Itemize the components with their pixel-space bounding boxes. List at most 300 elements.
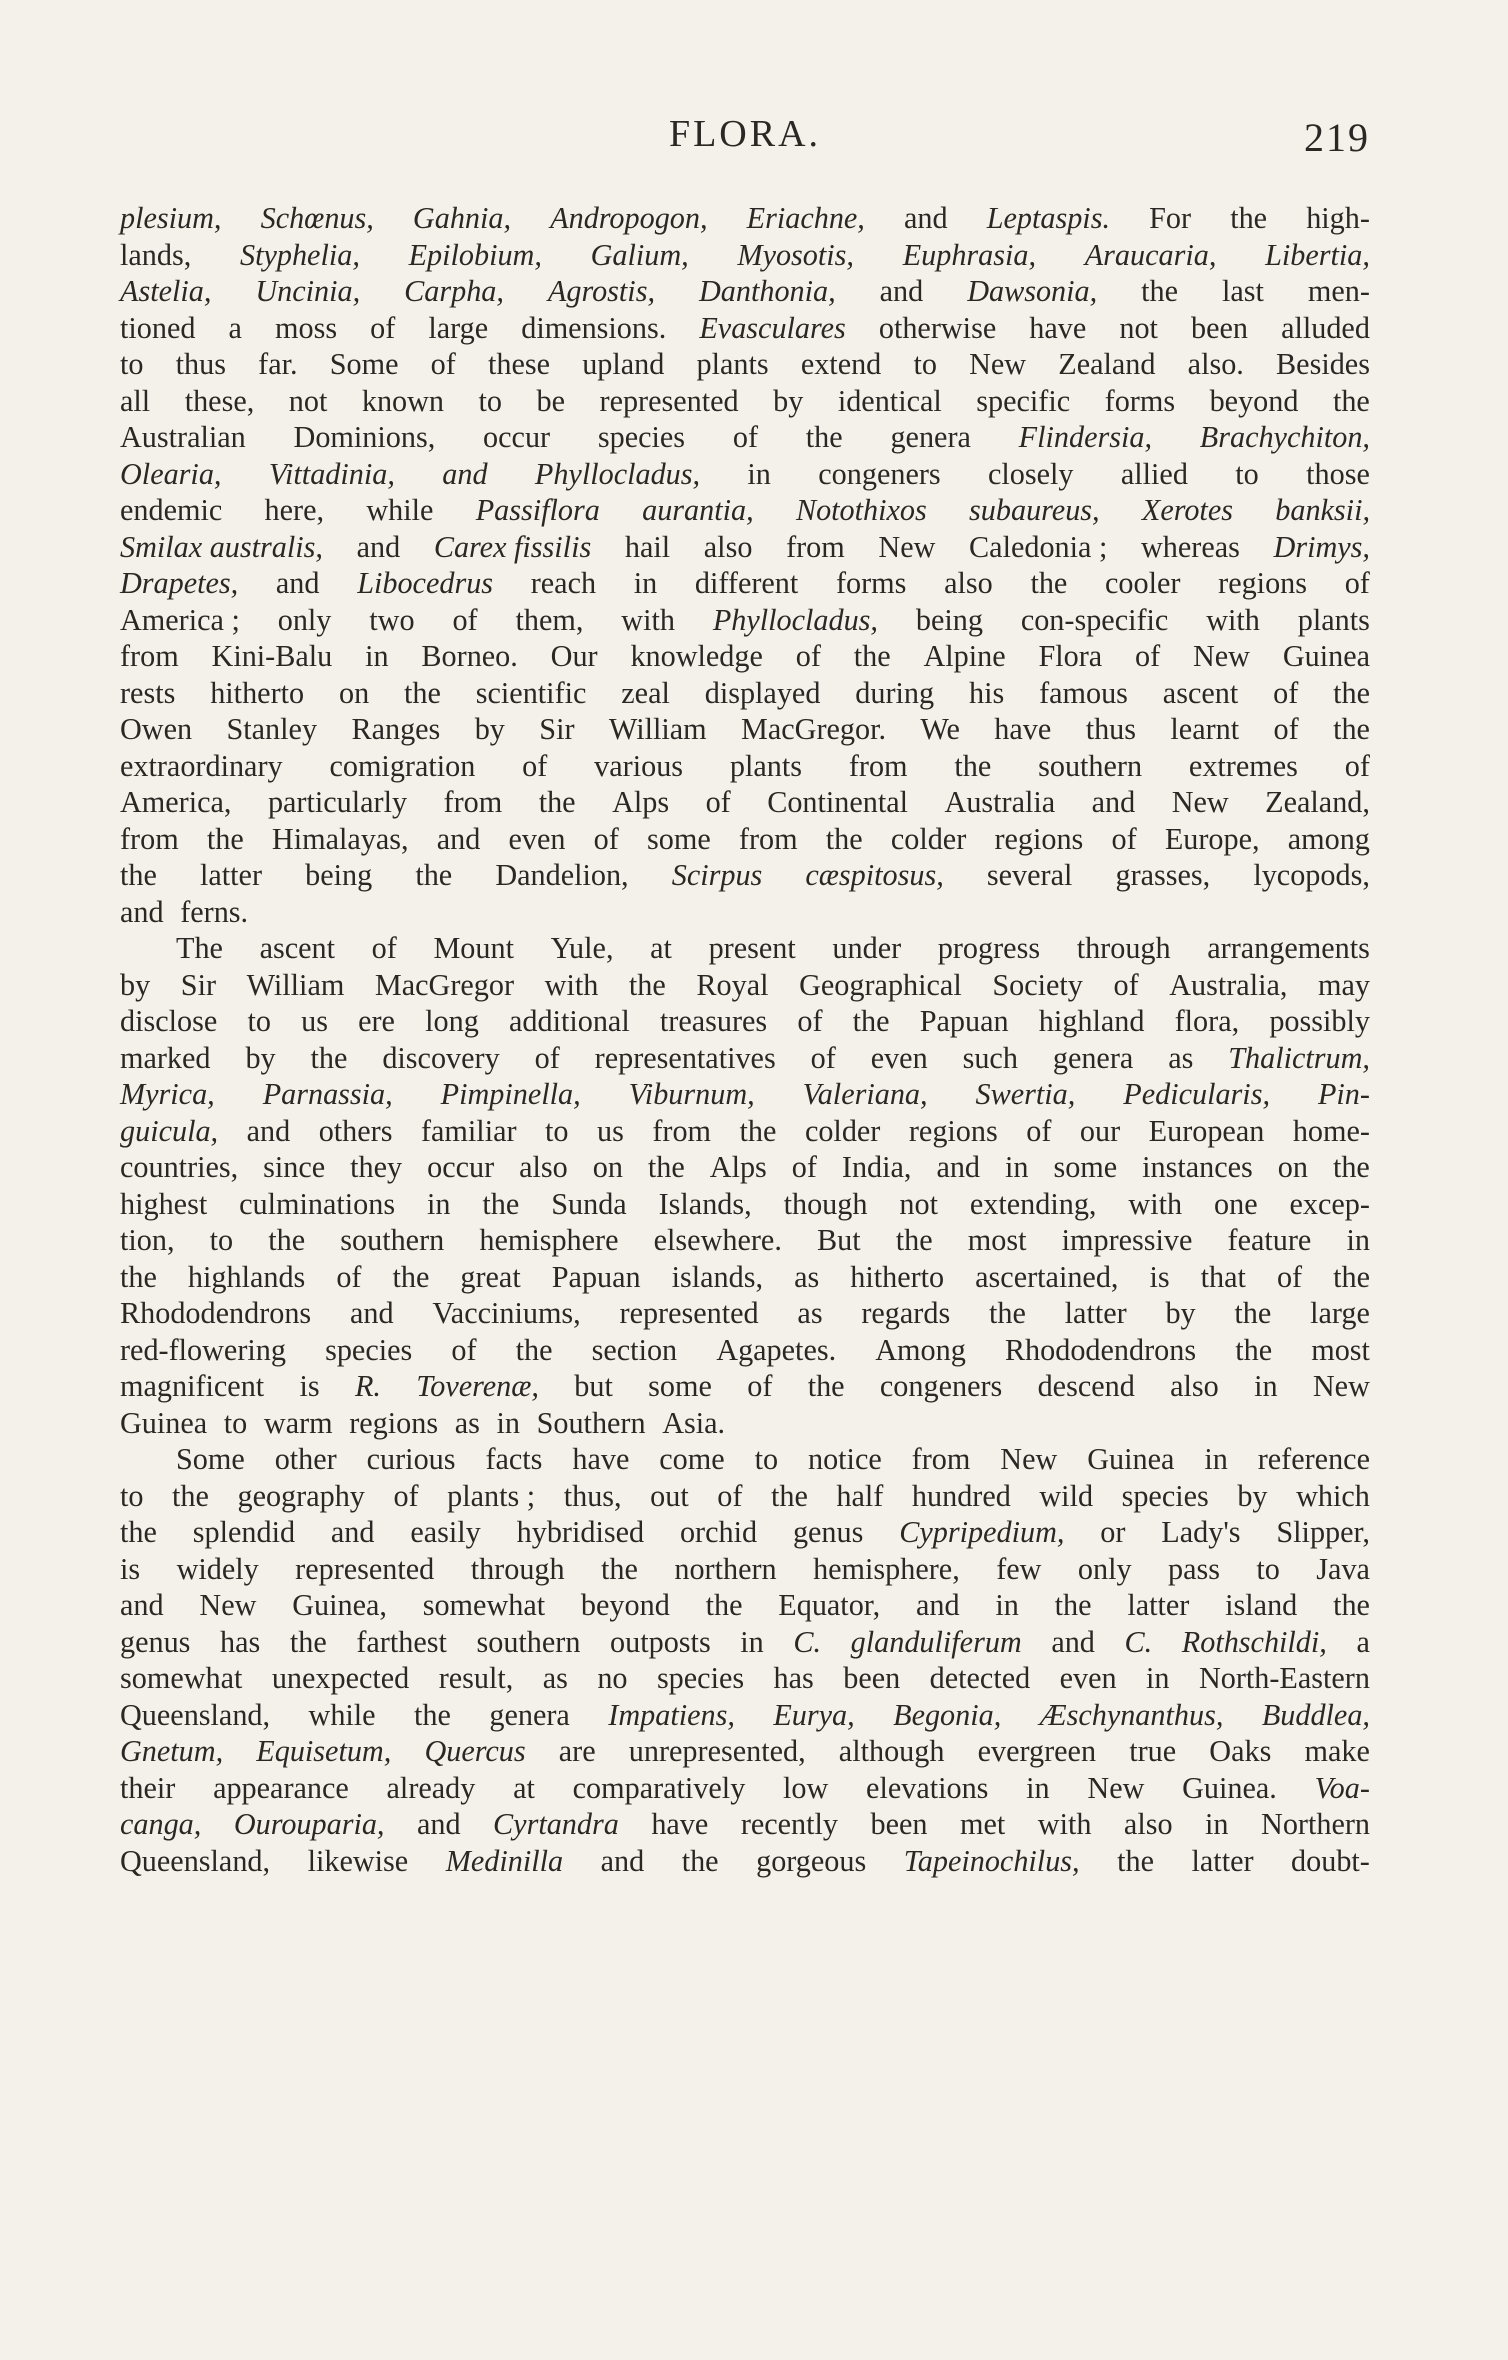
word: is	[120, 1551, 141, 1586]
word: congeners	[879, 1369, 1003, 1403]
word: of	[522, 748, 548, 783]
word: European	[1148, 1113, 1265, 1148]
word: only	[1077, 1551, 1132, 1586]
word: have	[1029, 310, 1087, 345]
word: displayed	[704, 675, 821, 710]
italic-word: Drimys,	[1273, 529, 1370, 564]
word: southern	[340, 1223, 445, 1257]
word: their	[120, 1770, 176, 1805]
word: red-flowering	[120, 1332, 286, 1367]
italic-word: Brachychiton,	[1199, 420, 1370, 454]
italic-word: Vittadinia,	[268, 456, 395, 491]
word: from	[911, 1442, 971, 1476]
word: species	[656, 1661, 745, 1695]
word: the	[482, 1186, 520, 1221]
word: at	[650, 931, 672, 965]
word: likewise	[307, 1843, 409, 1878]
word: through	[1076, 931, 1171, 965]
word: alluded	[1281, 310, 1370, 345]
word: plants ;	[447, 1478, 536, 1513]
word: also	[1170, 1369, 1219, 1403]
word: the	[120, 858, 157, 892]
word: But	[817, 1223, 861, 1257]
word: make	[1304, 1734, 1370, 1768]
italic-word: Voa-	[1314, 1770, 1370, 1805]
word: Kini-Balu	[211, 639, 333, 673]
word: in	[1205, 1807, 1229, 1841]
word: Alps	[709, 1150, 767, 1184]
word: knowledge	[630, 639, 763, 673]
word: possibly	[1269, 1004, 1370, 1038]
word: and	[436, 821, 481, 856]
word: the	[1333, 1259, 1370, 1294]
word: the	[825, 821, 863, 856]
word: somewhat	[422, 1588, 546, 1622]
italic-word: Cyrtandra	[493, 1807, 619, 1841]
word: the	[414, 1697, 451, 1732]
word: in	[1346, 1223, 1370, 1257]
word: southern	[1038, 748, 1143, 783]
word: of	[1026, 1113, 1052, 1148]
word: splendid	[192, 1515, 296, 1549]
word: has	[220, 1624, 261, 1659]
word: disclose	[120, 1004, 218, 1038]
italic-word: and	[442, 456, 488, 491]
text-line	[120, 1076, 1370, 1113]
word: pass	[1167, 1551, 1220, 1586]
word: North-Eastern	[1198, 1661, 1370, 1695]
word: in	[1146, 1661, 1170, 1695]
word: unrepresented,	[628, 1734, 806, 1768]
italic-word: Cypripedium,	[899, 1515, 1065, 1549]
word: islands,	[671, 1259, 764, 1294]
word: otherwise	[878, 310, 997, 345]
italic-word: Pin-	[1317, 1077, 1370, 1111]
italic-word: Thalictrum,	[1228, 1040, 1370, 1075]
word: Guinea	[120, 1405, 208, 1440]
word: Northern	[1261, 1807, 1370, 1841]
word: doubt-	[1291, 1843, 1370, 1878]
word: in	[1005, 1150, 1029, 1184]
word: represented	[295, 1551, 435, 1586]
text-line	[120, 1733, 1370, 1770]
word: as	[794, 1259, 820, 1294]
word: Guinea.	[1182, 1770, 1277, 1805]
italic-word: Ourouparia,	[233, 1807, 385, 1841]
word: genus	[792, 1515, 864, 1549]
word: but	[574, 1369, 613, 1403]
word: zeal	[621, 675, 670, 710]
word: known	[361, 383, 445, 418]
word: hybridised	[516, 1515, 645, 1549]
word: they	[350, 1150, 403, 1184]
word: long	[425, 1004, 479, 1038]
italic-word: Scirpus	[671, 858, 763, 892]
page-number: 219	[1304, 115, 1370, 160]
word: New	[1087, 1770, 1145, 1805]
text-line	[120, 1624, 1370, 1661]
italic-word: Valeriana,	[802, 1077, 928, 1111]
word: by	[773, 383, 804, 418]
word: regions	[349, 1405, 439, 1440]
word: MacGregor.	[741, 712, 887, 746]
word: from	[738, 821, 798, 856]
italic-word: Olearia,	[120, 456, 222, 491]
italic-word: Viburnum,	[628, 1077, 755, 1111]
italic-word: cæspitosus,	[805, 858, 944, 892]
word: in	[1026, 1770, 1050, 1805]
italic-word: Medinilla	[445, 1843, 564, 1878]
italic-word: Gahnia,	[412, 201, 512, 235]
word: the	[120, 1515, 157, 1549]
word: specific	[976, 383, 1071, 418]
word: Agapetes.	[716, 1332, 837, 1367]
word: since	[263, 1150, 326, 1184]
word: our	[1079, 1113, 1121, 1148]
word: plants	[1297, 602, 1370, 637]
word: lands,	[120, 237, 192, 272]
word: thus	[1085, 712, 1137, 746]
text-line	[120, 1806, 1370, 1843]
word: has	[773, 1661, 814, 1695]
italic-word: Swertia,	[975, 1077, 1076, 1111]
text-line	[120, 857, 1370, 894]
word: elsewhere.	[653, 1223, 782, 1257]
italic-word: Phyllocladus,	[534, 456, 701, 491]
word: Royal	[696, 967, 769, 1002]
word: the	[404, 675, 441, 710]
text-line	[120, 1222, 1370, 1259]
word: the	[681, 1843, 719, 1878]
word: section	[591, 1332, 678, 1367]
word: met	[960, 1807, 1006, 1841]
word: with	[621, 602, 675, 637]
word: the	[805, 420, 843, 454]
word: of	[747, 1369, 773, 1403]
word: recently	[740, 1807, 839, 1841]
word: under	[832, 931, 902, 965]
text-line	[120, 1295, 1370, 1332]
word: not	[1119, 310, 1158, 345]
word: men-	[1307, 274, 1370, 308]
word: some	[1053, 1150, 1118, 1184]
word: even	[1059, 1661, 1117, 1695]
word: of	[810, 1040, 836, 1075]
text-line	[120, 1551, 1370, 1588]
word: great	[460, 1259, 521, 1294]
word: New	[969, 347, 1027, 381]
word: low	[783, 1770, 829, 1805]
word: of	[705, 785, 731, 819]
word: rests	[120, 675, 176, 710]
word: some	[648, 1369, 712, 1403]
word: hitherto	[850, 1259, 945, 1294]
word: hail	[624, 529, 671, 564]
word: high-	[1306, 201, 1370, 235]
word: through	[470, 1551, 565, 1586]
text-line	[120, 1259, 1370, 1296]
word: the	[647, 1150, 685, 1184]
word: allied	[1120, 456, 1188, 491]
word: highlands	[187, 1259, 306, 1294]
word: ascent	[259, 931, 336, 965]
text-line	[120, 894, 1370, 931]
word: Oaks	[1209, 1734, 1272, 1768]
word: For	[1149, 201, 1192, 235]
word: of	[593, 821, 619, 856]
word: these	[487, 347, 551, 381]
word: not	[288, 383, 328, 418]
word: Zealand	[1058, 347, 1156, 381]
text-line	[120, 1478, 1370, 1515]
word: by	[245, 1040, 276, 1075]
text-line	[120, 602, 1370, 639]
word: elevations	[866, 1770, 989, 1805]
word: as	[454, 1405, 480, 1440]
word: from	[652, 1113, 712, 1148]
word: hundred	[911, 1478, 1011, 1513]
word: in	[496, 1405, 520, 1440]
word: with	[544, 967, 599, 1002]
word: Continental	[767, 785, 909, 819]
word: famous	[1039, 675, 1128, 710]
word: genus	[120, 1624, 191, 1659]
word: Stanley	[226, 712, 318, 746]
word: colder	[890, 821, 967, 856]
word: endemic	[120, 493, 223, 527]
word: of	[1273, 675, 1299, 710]
word: latter	[1191, 1843, 1254, 1878]
word: half	[836, 1478, 884, 1513]
word: comparatively	[572, 1770, 746, 1805]
italic-word: Pimpinella,	[440, 1077, 581, 1111]
word: regions	[908, 1113, 998, 1148]
word: identical	[837, 383, 942, 418]
text-line	[120, 1040, 1370, 1077]
word: present	[708, 931, 796, 965]
word: species	[325, 1332, 413, 1367]
word: flora,	[1174, 1004, 1240, 1038]
word: from	[848, 748, 908, 783]
word: here,	[264, 493, 325, 527]
text-line	[120, 748, 1370, 785]
italic-word: Xerotes	[1141, 493, 1233, 527]
word: somewhat	[120, 1661, 243, 1695]
word: treasures	[659, 1004, 768, 1038]
word: New	[1000, 1442, 1058, 1476]
word: or	[1100, 1515, 1126, 1549]
word: no	[597, 1661, 628, 1695]
word: have	[572, 1442, 630, 1476]
word: not	[899, 1186, 938, 1221]
word: Sunda	[551, 1186, 627, 1221]
text-line	[120, 1368, 1370, 1405]
word: latter	[200, 858, 263, 892]
word: and	[936, 1150, 981, 1184]
word: be	[536, 383, 566, 418]
word: regions	[994, 821, 1084, 856]
word: the	[852, 1004, 890, 1038]
italic-word: Notothixos	[795, 493, 927, 527]
italic-word: Astelia,	[120, 274, 212, 308]
word: the	[268, 1223, 306, 1257]
word: last	[1222, 274, 1264, 308]
word: the	[206, 821, 244, 856]
word: of	[370, 310, 396, 345]
word: is	[299, 1369, 320, 1403]
word: of	[1273, 712, 1299, 746]
word: have	[651, 1807, 709, 1841]
word: from	[443, 785, 503, 819]
word: been	[1191, 310, 1248, 345]
word: William	[246, 967, 345, 1002]
word: Rhododendrons	[1004, 1332, 1197, 1367]
word: warm	[263, 1405, 333, 1440]
word: of	[795, 639, 821, 673]
word: southern	[476, 1624, 581, 1659]
word: in	[740, 1624, 764, 1659]
word: comigration	[329, 748, 476, 783]
italic-word: C.	[793, 1624, 822, 1659]
word: of	[336, 1259, 362, 1294]
word: by	[474, 712, 505, 746]
word: the	[120, 1259, 157, 1294]
word: by	[120, 967, 151, 1002]
word: and	[879, 274, 924, 308]
word: on	[1277, 1150, 1308, 1184]
word: tion,	[120, 1223, 175, 1257]
word: hemisphere,	[813, 1551, 960, 1586]
word: us	[597, 1113, 624, 1148]
word: genera	[489, 1697, 570, 1732]
word: India,	[841, 1150, 912, 1184]
word: is	[1149, 1259, 1170, 1294]
word: MacGregor	[374, 967, 515, 1002]
word: with	[1128, 1186, 1183, 1221]
word: latter	[1064, 1296, 1127, 1330]
text-line	[120, 1697, 1370, 1734]
word: Guinea,	[292, 1588, 387, 1622]
word: of	[791, 1150, 817, 1184]
word: and	[903, 201, 948, 235]
page-header	[120, 112, 1370, 172]
word: already	[386, 1770, 476, 1805]
word: Asia.	[662, 1405, 726, 1440]
word: of	[797, 1004, 823, 1038]
word: his	[968, 675, 1005, 710]
word: in	[995, 1588, 1019, 1622]
word: congeners	[818, 456, 941, 491]
text-line	[120, 638, 1370, 675]
word: been	[870, 1807, 928, 1841]
word: New	[199, 1588, 257, 1622]
text-line	[120, 1405, 1370, 1442]
word: while	[366, 493, 434, 527]
italic-word: Buddlea,	[1261, 1697, 1370, 1732]
word: on	[338, 675, 370, 710]
word: the	[954, 748, 992, 783]
word: familiar	[420, 1113, 517, 1148]
word: New	[1171, 785, 1229, 819]
word: and	[356, 529, 401, 564]
word: in	[747, 456, 771, 491]
word: occur	[483, 420, 551, 454]
italic-word: canga,	[120, 1807, 202, 1841]
italic-word: R.	[354, 1369, 381, 1403]
word: excep-	[1289, 1186, 1370, 1221]
italic-word: Libocedrus	[357, 566, 494, 600]
italic-word: Smilax australis,	[120, 529, 323, 564]
italic-word: subaureus,	[969, 493, 1100, 527]
italic-word: Equisetum,	[256, 1734, 392, 1768]
italic-word: Galium,	[590, 237, 689, 272]
word: Guinea	[1282, 639, 1370, 673]
word: America ;	[120, 602, 240, 637]
text-line	[120, 675, 1370, 712]
word: the	[770, 1478, 808, 1513]
word: colder	[804, 1113, 881, 1148]
italic-word: Danthonia,	[698, 274, 836, 308]
italic-word: Evasculares	[699, 310, 846, 345]
word: closely	[988, 456, 1074, 491]
word: and	[120, 894, 164, 929]
word: are	[558, 1734, 596, 1768]
italic-word: Schœnus,	[260, 201, 374, 235]
word: the	[515, 1332, 553, 1367]
word: and	[120, 1588, 164, 1622]
word: result,	[438, 1661, 514, 1695]
text-line	[120, 565, 1370, 602]
word: to	[223, 1405, 248, 1440]
word: of	[1135, 639, 1161, 673]
word: of	[430, 347, 456, 381]
text-line	[120, 346, 1370, 383]
italic-word: Pedicularis,	[1123, 1077, 1270, 1111]
word: Alps	[612, 785, 670, 819]
text-line	[120, 784, 1370, 821]
word: the	[1333, 675, 1370, 710]
word: in	[1254, 1369, 1278, 1403]
word: Sir	[539, 712, 575, 746]
word: marked	[120, 1040, 211, 1075]
word: true	[1129, 1734, 1177, 1768]
word: geography	[237, 1478, 365, 1513]
word: Some	[329, 347, 399, 381]
italic-word: Eurya,	[773, 1697, 855, 1732]
word: as	[542, 1661, 568, 1695]
word: the	[1230, 201, 1268, 235]
word: the	[538, 785, 576, 819]
word: regions	[1218, 566, 1308, 600]
word: curious	[366, 1442, 456, 1476]
word: Some	[176, 1442, 245, 1476]
italic-word: Quercus	[424, 1734, 526, 1768]
word: Caledonia ;	[969, 529, 1108, 564]
word: these,	[184, 383, 255, 418]
text-line	[120, 1186, 1370, 1223]
word: of	[717, 1478, 743, 1513]
italic-word: Araucaria,	[1084, 237, 1217, 272]
word: Guinea	[1087, 1442, 1175, 1476]
word: Our	[550, 639, 598, 673]
word: others	[318, 1113, 393, 1148]
word: to	[1256, 1551, 1280, 1586]
italic-word: Libertia,	[1265, 237, 1370, 272]
word: and	[1051, 1624, 1095, 1659]
word: additional	[508, 1004, 630, 1038]
word: Australia,	[1169, 967, 1288, 1002]
word: ascertained,	[975, 1259, 1119, 1294]
